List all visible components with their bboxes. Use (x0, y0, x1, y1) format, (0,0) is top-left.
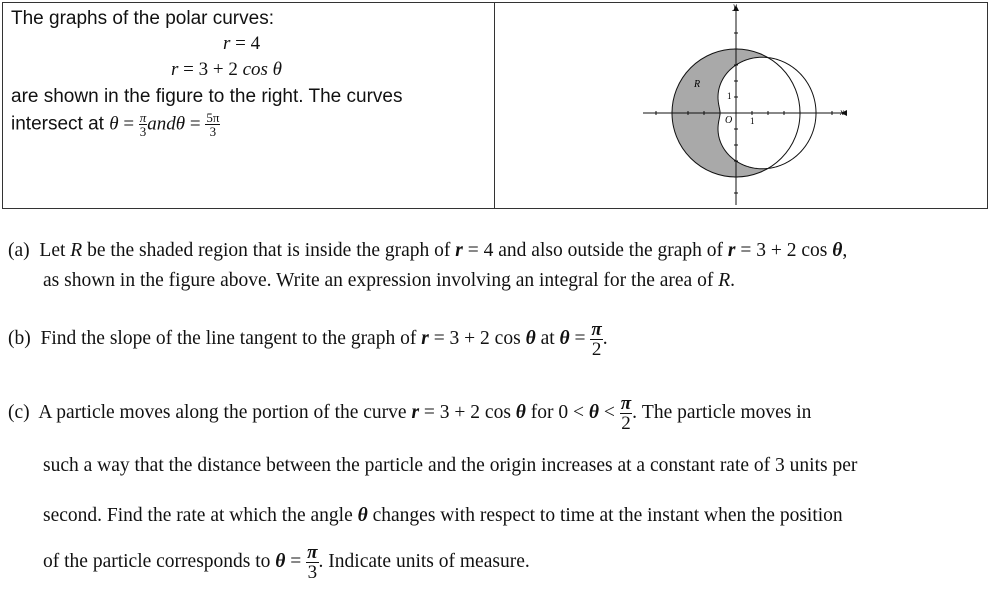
question-c-line-1: (c) A particle moves along the portion of the curve r = 3 + 2 cos θ for 0 < θ < $\frac{\pi}{2}$ . The particle moves in (8, 393, 812, 434)
region-label-R: R (694, 79, 701, 90)
question-c-line-3: second. Find the rate at which the angle θ changes with respect to time at the instant when the position (43, 505, 843, 526)
intro-cell (2, 2, 495, 209)
fraction-pi-over-3: $\frac{\pi}{3}$ (139, 110, 147, 139)
x-tick-1-label: 1 (750, 116, 755, 126)
polar-figure (495, 3, 987, 208)
fraction-pi-over-3-c: $\frac{\pi}{3}$ (307, 542, 318, 583)
intro-line-1: The graphs of the polar curves: (11, 8, 274, 29)
question-b: (b) Find the slope of the line tangent to the graph of r = 3 + 2 cos θ at θ = $\frac{\pi}{2}$ . (8, 319, 608, 360)
question-a-line-2: as shown in the figure above. Write an expression involving an integral for the area of R. (43, 270, 735, 291)
equation-limacon: r = 3 + 2 cos θ (171, 59, 283, 80)
origin-label: O (725, 115, 733, 126)
question-c-line-4: of the particle corresponds to θ = $\frac{\pi}{3}$ . Indicate units of measure. (43, 542, 530, 583)
fraction-pi-over-2-c: $\frac{\pi}{2}$ (620, 393, 632, 434)
fraction-5pi-over-3: $\frac{5\pi}{3}$ (206, 110, 220, 139)
question-c-line-2: such a way that the distance between the particle and the origin increases at a constant rate of 3 units per (43, 455, 858, 476)
y-tick-1-label: 1 (727, 91, 732, 101)
figure-cell (494, 2, 988, 209)
equation-circle: r = 4 (223, 33, 261, 54)
intro-line-4: intersect at θ = $\frac{\pi}{3}$ andθ = $\frac{5\pi}{3}$ (11, 110, 220, 139)
y-axis-label: y (733, 3, 737, 11)
question-a-line-1: (a) Let R be the shaded region that is inside the graph of r = 4 and also outside the graph of r = 3 + 2 cos θ, (8, 240, 848, 261)
x-axis-label: x (840, 107, 844, 117)
intro-line-3: are shown in the figure to the right. The curves (11, 86, 403, 107)
fraction-pi-over-2: $\frac{\pi}{2}$ (591, 319, 602, 360)
